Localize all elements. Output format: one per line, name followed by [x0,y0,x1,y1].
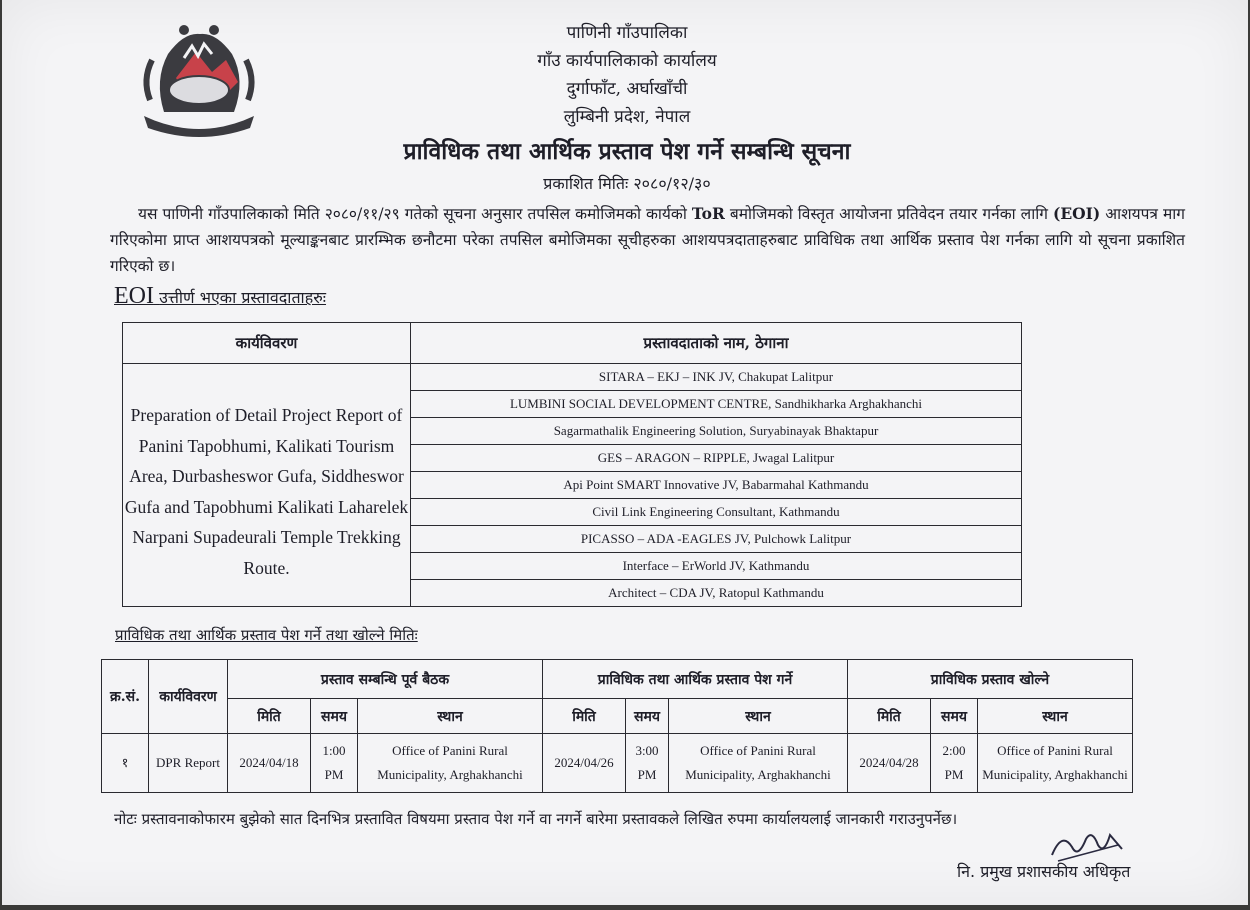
sub-header-time: समय [311,699,358,734]
notice-document [2,0,1248,905]
cell-submit-place: Office of Panini Rural Municipality, Arghakhanchi [669,734,848,793]
sub-header-date: मिति [543,699,626,734]
sub-header-date: मिति [228,699,311,734]
col-header-work: कार्यविवरण [149,660,228,734]
notice-title: प्राविधिक तथा आर्थिक प्रस्ताव पेश गर्ने सम्बन्धि सूचना [403,138,851,165]
col-header-work: कार्यविवरण [123,323,411,364]
schedule-heading: प्राविधिक तथा आर्थिक प्रस्ताव पेश गर्ने तथा खोल्ने मितिः [115,626,418,644]
sub-header-time: समय [931,699,978,734]
consultant-row: Architect – CDA JV, Ratopul Kathmandu [411,580,1022,607]
body-text-part1: यस पाणिनी गाँउपालिकाको मिति २०८०/११/२९ गतेको सूचना अनुसार तपसिल कमोजिमको कार्यको [138,205,687,223]
consultant-row: Api Point SMART Innovative JV, Babarmahal Kathmandu [411,472,1022,499]
body-tor: ToR [691,204,725,223]
cell-work: DPR Report [149,734,228,793]
cell-sn: १ [102,734,149,793]
consultant-row: Civil Link Engineering Consultant, Kathmandu [411,499,1022,526]
shortlist-table [122,322,1022,607]
col-header-sn: क्र.सं. [102,660,149,734]
cell-prebid-time: 1:00 PM [311,734,358,793]
province-name: लुम्बिनी प्रदेश, नेपाल [563,107,691,127]
sub-header-time: समय [626,699,669,734]
cell-prebid-place: Office of Panini Rural Municipality, Arghakhanchi [358,734,543,793]
group-header-prebid: प्रस्ताव सम्बन्धि पूर्व बैठक [228,660,543,699]
group-header-submit: प्राविधिक तथा आर्थिक प्रस्ताव पेश गर्ने [543,660,848,699]
office-name: गाँउ कार्यपालिकाको कार्यालय [537,51,717,71]
eoi-heading-rest: उत्तीर्ण भएका प्रस्तावदाताहरुः [159,288,327,307]
cell-submit-time: 3:00 PM [626,734,669,793]
group-header-open: प्राविधिक प्रस्ताव खोल्ने [848,660,1133,699]
municipality-name: पाणिनी गाँउपालिका [566,23,688,43]
footer-note: नोटः प्रस्तावनाकोफारम बुझेको सात दिनभित्र प्रस्तावित विषयमा प्रस्ताव पेश गर्ने वा नगर्ने बारेमा प्रस्तावकले लिखित रुपमा कार्यालयलाई जानकारी गराउनुपर्नेछ। [114,810,958,828]
notice-body [110,201,1185,279]
consultant-row: GES – ARAGON – RIPPLE, Jwagal Lalitpur [411,445,1022,472]
schedule-table [101,659,1133,793]
consultant-row: SITARA – EKJ – INK JV, Chakupat Lalitpur [411,364,1022,391]
published-date: प्रकाशित मितिः २०८०/१२/३० [543,174,711,193]
body-eoi: (EOI) [1052,204,1101,223]
body-text-part3: आशयपत्र माग गरिएकोमा प्राप्त आशयपत्रको मूल्याङ्कनबाट प्रारम्भिक छनौटमा परेका तपसिल बमोजिमका सूचीहरुका आशयपत्रदाताहरुबाट प्राविधिक तथा आर्थिक प्रस्ताव पेश गर्नका लागि यो सूचना प्रकाशित गरिएको छ। [110,205,1186,275]
sub-header-place: स्थान [669,699,848,734]
cell-prebid-date: 2024/04/18 [228,734,311,793]
col-header-proposer: प्रस्तावदाताको नाम, ठेगाना [411,323,1022,364]
office-address: दुर्गाफाँट, अर्घाखाँची [566,79,688,99]
signatory-title: नि. प्रमुख प्रशासकीय अधिकृत [957,862,1131,881]
consultant-row: LUMBINI SOCIAL DEVELOPMENT CENTRE, Sandhikharka Arghakhanchi [411,391,1022,418]
sub-header-place: स्थान [358,699,543,734]
cell-open-time: 2:00 PM [931,734,978,793]
work-description: Preparation of Detail Project Report of Panini Tapobhumi, Kalikati Tourism Area, Durbasheswor Gufa, Siddheswor Gufa and Tapobhumi Kalikati Laharelek Narpani Supadeurali Temple Trekking Route. [123,364,411,607]
consultant-row: Interface – ErWorld JV, Kathmandu [411,553,1022,580]
eoi-heading [114,283,326,310]
body-text-part2: बमोजिमको विस्तृत आयोजना प्रतिवेदन तयार गर्नका लागि [729,205,1048,223]
government-emblem-icon [134,20,264,142]
cell-open-date: 2024/04/28 [848,734,931,793]
cell-submit-date: 2024/04/26 [543,734,626,793]
eoi-heading-prefix: EOI [114,283,154,309]
consultant-row: PICASSO – ADA -EAGLES JV, Pulchowk Lalitpur [411,526,1022,553]
cell-open-place: Office of Panini Rural Municipality, Arghakhanchi [978,734,1133,793]
table-row [102,734,1133,793]
sub-header-place: स्थान [978,699,1133,734]
signature-mark-icon [1048,825,1128,865]
consultant-row: Sagarmathalik Engineering Solution, Suryabinayak Bhaktapur [411,418,1022,445]
sub-header-date: मिति [848,699,931,734]
